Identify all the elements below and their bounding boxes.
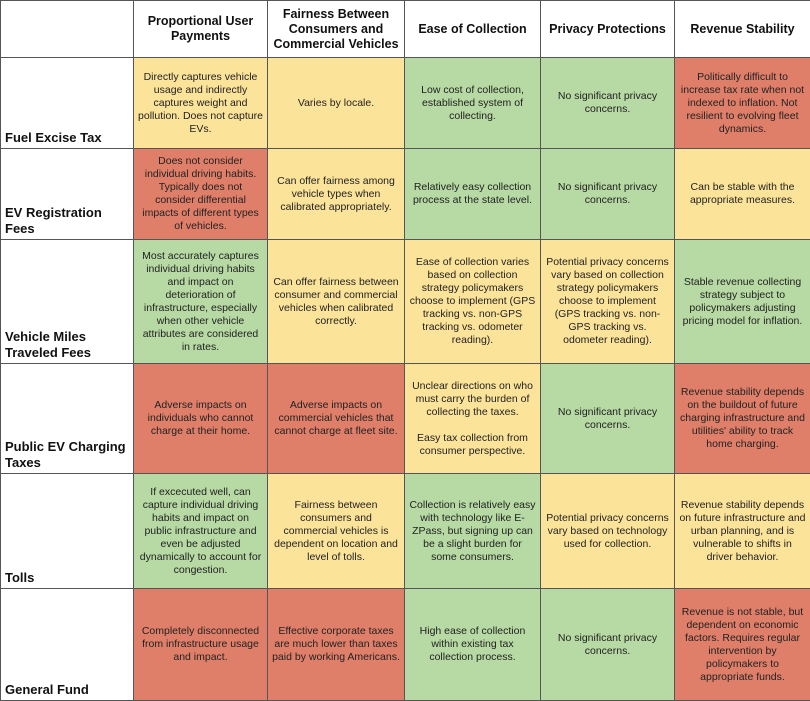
rating-cell: Completely disconnected from infrastructure usage and impact.: [134, 589, 268, 701]
table-row-ev-registration-fees: [1, 149, 810, 240]
row-header-public-ev-charging-taxes: Public EV Charging Taxes: [1, 364, 134, 474]
table-row-tolls: [1, 474, 810, 589]
row-header-tolls: Tolls: [1, 474, 134, 589]
rating-cell: Fairness between consumers and commercial vehicles is dependent on location and level of tolls.: [268, 474, 405, 589]
rating-cell: Potential privacy concerns vary based on collection strategy policymakers choose to implement (GPS tracking vs. non-GPS tracking vs. odometer reading).: [541, 240, 675, 364]
row-header-fuel-excise-tax: Fuel Excise Tax: [1, 58, 134, 149]
rating-cell: Adverse impacts on commercial vehicles that cannot charge at fleet site.: [268, 364, 405, 474]
rating-cell: Revenue stability depends on the buildout of future charging infrastructure and utilities' ability to track home charging.: [675, 364, 810, 474]
row-header-ev-registration-fees: EV Registration Fees: [1, 149, 134, 240]
table-row-public-ev-charging-taxes: [1, 364, 810, 474]
rating-cell: Unclear directions on who must carry the burden of collecting the taxes. Easy tax collection from consumer perspective.: [405, 364, 541, 474]
rating-cell: Politically difficult to increase tax rate when not indexed to inflation. Not resilient to evolving fleet dynamics.: [675, 58, 810, 149]
column-header-privacy-protections: Privacy Protections: [541, 1, 675, 58]
rating-cell: Varies by locale.: [268, 58, 405, 149]
rating-cell: Can offer fairness among vehicle types when calibrated appropriately.: [268, 149, 405, 240]
rating-cell: Does not consider individual driving habits. Typically does not consider differential impacts of different types of vehicles.: [134, 149, 268, 240]
column-header-ease-of-collection: Ease of Collection: [405, 1, 541, 58]
rating-cell: High ease of collection within existing tax collection process.: [405, 589, 541, 701]
rating-cell: No significant privacy concerns.: [541, 364, 675, 474]
rating-cell: Adverse impacts on individuals who cannot charge at their home.: [134, 364, 268, 474]
rating-cell: Effective corporate taxes are much lower than taxes paid by working Americans.: [268, 589, 405, 701]
row-header-general-fund: General Fund: [1, 589, 134, 701]
rating-cell: Directly captures vehicle usage and indirectly captures weight and pollution. Does not capture EVs.: [134, 58, 268, 149]
row-header-vehicle-miles-traveled-fees: Vehicle Miles Traveled Fees: [1, 240, 134, 364]
rating-cell: Most accurately captures individual driving habits and impact on deterioration of infrastructure, especially when other vehicle attributes are considered in rates.: [134, 240, 268, 364]
column-header-proportional-user-payments: Proportional User Payments: [134, 1, 268, 58]
rating-cell: If excecuted well, can capture individual driving habits and impact on public infrastructure and even be adjusted dynamically to account for congestion.: [134, 474, 268, 589]
table-row-general-fund: [1, 589, 810, 701]
rating-cell: No significant privacy concerns.: [541, 589, 675, 701]
rating-cell: Low cost of collection, established system of collecting.: [405, 58, 541, 149]
rating-cell: Potential privacy concerns vary based on technology used for collection.: [541, 474, 675, 589]
rating-cell: Stable revenue collecting strategy subject to policymakers adjusting pricing model for inflation.: [675, 240, 810, 364]
rating-cell: Revenue stability depends on future infrastructure and urban planning, and is vulnerable to shifts in driver behavior.: [675, 474, 810, 589]
rating-cell: Collection is relatively easy with technology like E-ZPass, but signing up can be a slight burden for some consumers.: [405, 474, 541, 589]
table-row-fuel-excise-tax: [1, 58, 810, 149]
rating-cell: Revenue is not stable, but dependent on economic factors. Requires regular intervention by policymakers to appropriate funds.: [675, 589, 810, 701]
column-header-revenue-stability: Revenue Stability: [675, 1, 810, 58]
corner-cell: [1, 1, 134, 58]
column-header-fairness: Fairness Between Consumers and Commercial Vehicles: [268, 1, 405, 58]
rating-cell: Relatively easy collection process at the state level.: [405, 149, 541, 240]
rating-cell: Can offer fairness between consumer and commercial vehicles when calibrated correctly.: [268, 240, 405, 364]
rating-cell: No significant privacy concerns.: [541, 149, 675, 240]
table-row-vehicle-miles-traveled-fees: [1, 240, 810, 364]
rating-cell: Can be stable with the appropriate measures.: [675, 149, 810, 240]
header-row: [1, 1, 810, 58]
rating-cell: Ease of collection varies based on collection strategy policymakers choose to implement (GPS tracking vs. non-GPS tracking vs. odometer reading).: [405, 240, 541, 364]
rating-cell: No significant privacy concerns.: [541, 58, 675, 149]
